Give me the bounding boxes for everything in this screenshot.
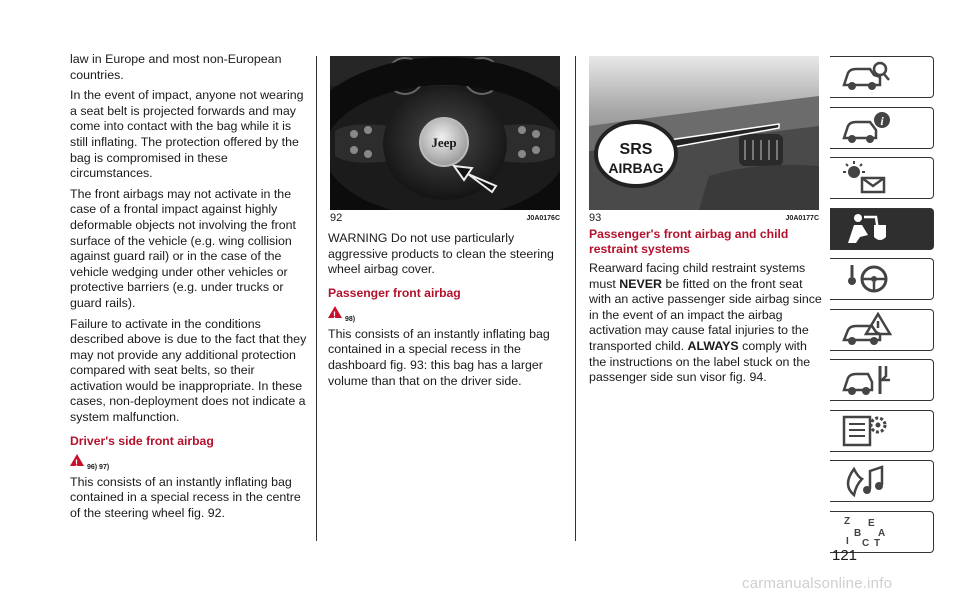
paragraph: This consists of an instantly inflating bag contained in a special recess in the centre of the steering wheel fig. 92. xyxy=(70,474,301,520)
paragraph-text: Rearward facing child restraint systems must xyxy=(589,261,806,291)
airbag-label: AIRBAG xyxy=(608,160,664,176)
paragraph: WARNING Do not use particularly aggressive products to clean the steering wheel airbag cover. xyxy=(328,231,554,277)
text-column-2 xyxy=(328,231,562,394)
figure-92-steering-wheel xyxy=(330,56,560,210)
paragraph-text: comply with the instructions on the label stuck on the passenger side sun visor fig. 94. xyxy=(589,338,811,385)
tab-car-info[interactable] xyxy=(830,107,934,149)
car-info-icon xyxy=(840,110,892,146)
car-warning-icon xyxy=(840,312,892,348)
section-heading: Passenger's front airbag and child restraint systems xyxy=(589,227,789,256)
paragraph: This consists of an instantly inflating bag contained in a special recess in the dashboard fig. 93: this bag has a larger volume than that on the driver side. xyxy=(328,326,550,388)
emphasis-always: ALWAYS xyxy=(687,338,739,353)
svg-text:B: B xyxy=(854,527,862,539)
car-maintenance-icon xyxy=(840,362,892,398)
figure-code: J0A0177C xyxy=(785,215,819,222)
warning-triangle-icon xyxy=(328,306,342,318)
svg-text:A: A xyxy=(878,527,886,539)
svg-text:T: T xyxy=(874,537,881,549)
svg-text:C: C xyxy=(862,537,870,549)
tab-car-warning[interactable] xyxy=(830,309,934,351)
tab-multimedia[interactable] xyxy=(830,460,934,502)
svg-text:Z: Z xyxy=(844,515,851,527)
svg-text:i: i xyxy=(880,113,884,128)
figure-number: 92 xyxy=(330,212,343,224)
dashboard-photo xyxy=(589,56,819,210)
paragraph xyxy=(589,261,822,386)
figure-93-caption xyxy=(589,212,819,224)
section-heading: Driver's side front airbag xyxy=(70,433,214,448)
seat-safety-icon xyxy=(840,211,892,247)
paragraph: law in Europe and most non-European countries. xyxy=(70,52,282,82)
index-icon xyxy=(840,514,892,550)
page-number: 121 xyxy=(832,547,858,564)
watermark-footer: carmanualsonline.info xyxy=(742,575,893,592)
steering-start-icon xyxy=(840,261,892,297)
jeep-logo-text: Jeep xyxy=(431,135,457,150)
car-search-icon xyxy=(840,59,892,95)
warning-refs: 96) 97) xyxy=(87,463,110,471)
svg-text:I: I xyxy=(846,535,849,547)
text-column-1 xyxy=(70,52,308,526)
warning-reference xyxy=(328,305,562,325)
paragraph: The front airbags may not activate in the case of a frontal impact against highly deformable objects not involving the front surface of the vehicle (e.g. wing collision against guard rail) or in the case of the vehicle wedging under other vehicles or protective barriers (e.g. under trucks or guard rails). xyxy=(70,186,296,310)
figure-93-dashboard xyxy=(589,56,819,210)
chapter-tabs xyxy=(830,56,934,561)
steering-wheel-photo xyxy=(330,56,560,210)
srs-label: SRS xyxy=(619,141,653,158)
figure-code: J0A0176C xyxy=(526,215,560,222)
technical-data-icon xyxy=(840,413,892,449)
tab-dashboard-lights[interactable] xyxy=(830,157,934,199)
paragraph: Failure to activate in the conditions described above is due to the fact that they may not provide any additional protection compared with seat belts, so their activation would be inappropriate. In these cases, non-deployment does not indicate a system malfunction. xyxy=(70,316,307,425)
text-column-3 xyxy=(589,225,822,391)
column-divider-left xyxy=(316,56,317,541)
multimedia-icon xyxy=(840,463,892,499)
section-heading: Passenger front airbag xyxy=(328,285,461,300)
tab-car-maintenance[interactable] xyxy=(830,359,934,401)
tab-seat-safety[interactable] xyxy=(830,208,934,250)
emphasis-never: NEVER xyxy=(619,276,662,291)
paragraph: In the event of impact, anyone not wearing a seat belt is projected forwards and may come into contact with the bag while it is still inflating. The protection offered by the bag is compromised in these circumstances. xyxy=(70,88,304,181)
tab-technical-data[interactable] xyxy=(830,410,934,452)
figure-92-caption xyxy=(330,212,560,224)
tab-car-search[interactable] xyxy=(830,56,934,98)
tab-steering-start[interactable] xyxy=(830,258,934,300)
figure-number: 93 xyxy=(589,212,602,224)
svg-text:E: E xyxy=(868,517,875,529)
column-divider-right xyxy=(575,56,576,541)
warning-refs: 98) xyxy=(345,315,356,323)
warning-triangle-icon xyxy=(70,454,84,466)
dashboard-lights-icon xyxy=(840,160,892,196)
paragraph-text: be fitted on the front seat with an active passenger side airbag since in the event of an impact the airbag activation may cause fatal injuries to the transported child. xyxy=(589,276,822,353)
warning-reference xyxy=(70,453,308,473)
